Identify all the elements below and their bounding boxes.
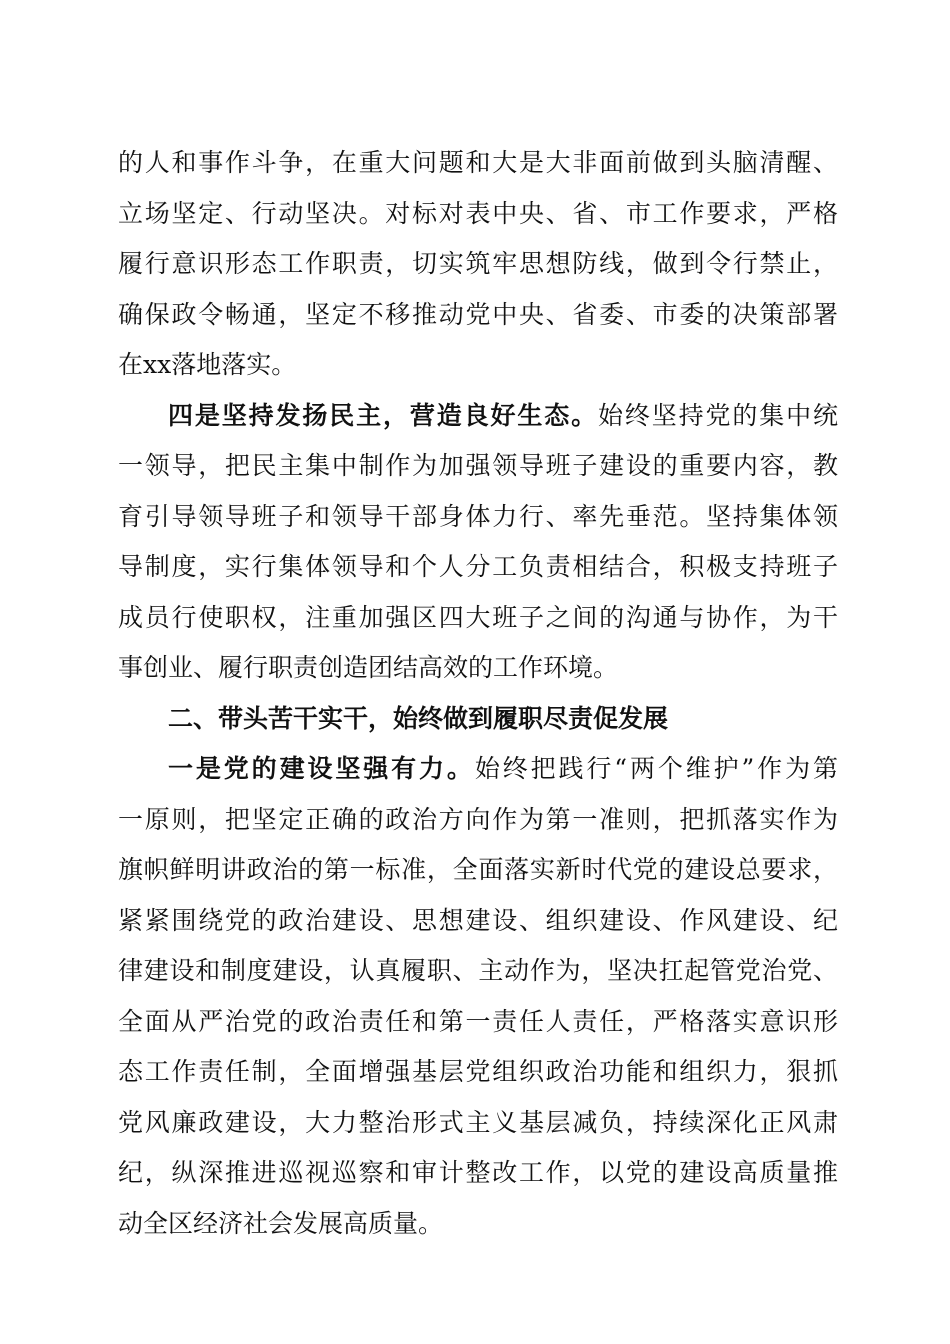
text-line: 一原则，把坚定正确的政治方向作为第一准则，把抓落实作为 <box>118 804 838 834</box>
text-line: 的人和事作斗争，在重大问题和大是大非面前做到头脑清醒、 <box>118 148 838 177</box>
text-line <box>118 391 838 442</box>
text-line: 旗帜鲜明讲政治的第一标准，全面落实新时代党的建设总要求， <box>118 855 838 884</box>
text-line: 履行意识形态工作职责，切实筑牢思想防线，做到令行禁止， <box>118 249 838 278</box>
text-line: 育引导领导班子和领导干部身体力行、率先垂范。坚持集体领 <box>118 501 838 531</box>
text-line: 立场坚定、行动坚决。对标对表中央、省、市工作要求，严格 <box>118 198 838 228</box>
text-line: 全面从严治党的政治责任和第一责任人责任，严格落实意识形 <box>118 1006 838 1036</box>
text-line: 一领导，把民主集中制作为加强领导班子建设的重要内容，教 <box>118 451 838 480</box>
text-line: 党风廉政建设，大力整治形式主义基层减负，持续深化正风肃 <box>118 1107 838 1137</box>
text-line: 态工作责任制，全面增强基层党组织政治功能和组织力，狠抓 <box>118 1057 838 1086</box>
text-line: 律建设和制度建设，认真履职、主动作为，坚决扛起管党治党、 <box>118 956 838 985</box>
text-line: 成员行使职权，注重加强区四大班子之间的沟通与协作，为干 <box>118 602 838 632</box>
paragraph-lead-rest: 始终坚持党的集中统 <box>597 400 838 430</box>
paragraph-lead-bold: 一是党的建设坚强有力。 <box>168 754 475 783</box>
text-line: 导制度，实行集体领导和个人分工负责相结合，积极支持班子 <box>118 552 838 581</box>
text-line: 确保政令畅通，坚定不移推动党中央、省委、市委的决策部署 <box>118 299 838 329</box>
text-line <box>118 744 838 795</box>
section-heading: 二、带头苦干实干，始终做到履职尽责促发展 <box>168 703 669 733</box>
text-line: 在xx落地落实。 <box>118 350 297 379</box>
paragraph-lead-bold: 四是坚持发扬民主，营造良好生态。 <box>168 400 598 430</box>
text-line: 紧紧围绕党的政治建设、思想建设、组织建设、作风建设、纪 <box>118 905 838 935</box>
paragraph-lead-rest: 始终把践行“两个维护”作为第 <box>474 754 838 783</box>
text-line: 动全区经济社会发展高质量。 <box>118 1208 444 1238</box>
paragraph-democracy <box>118 391 838 694</box>
document-page <box>118 138 838 1249</box>
paragraph-party-building <box>118 744 838 1249</box>
text-line: 纪，纵深推进巡视巡察和审计整改工作，以党的建设高质量推 <box>118 1158 838 1187</box>
paragraph-continuation <box>118 138 838 391</box>
text-line: 事创业、履行职责创造团结高效的工作环境。 <box>118 653 619 682</box>
